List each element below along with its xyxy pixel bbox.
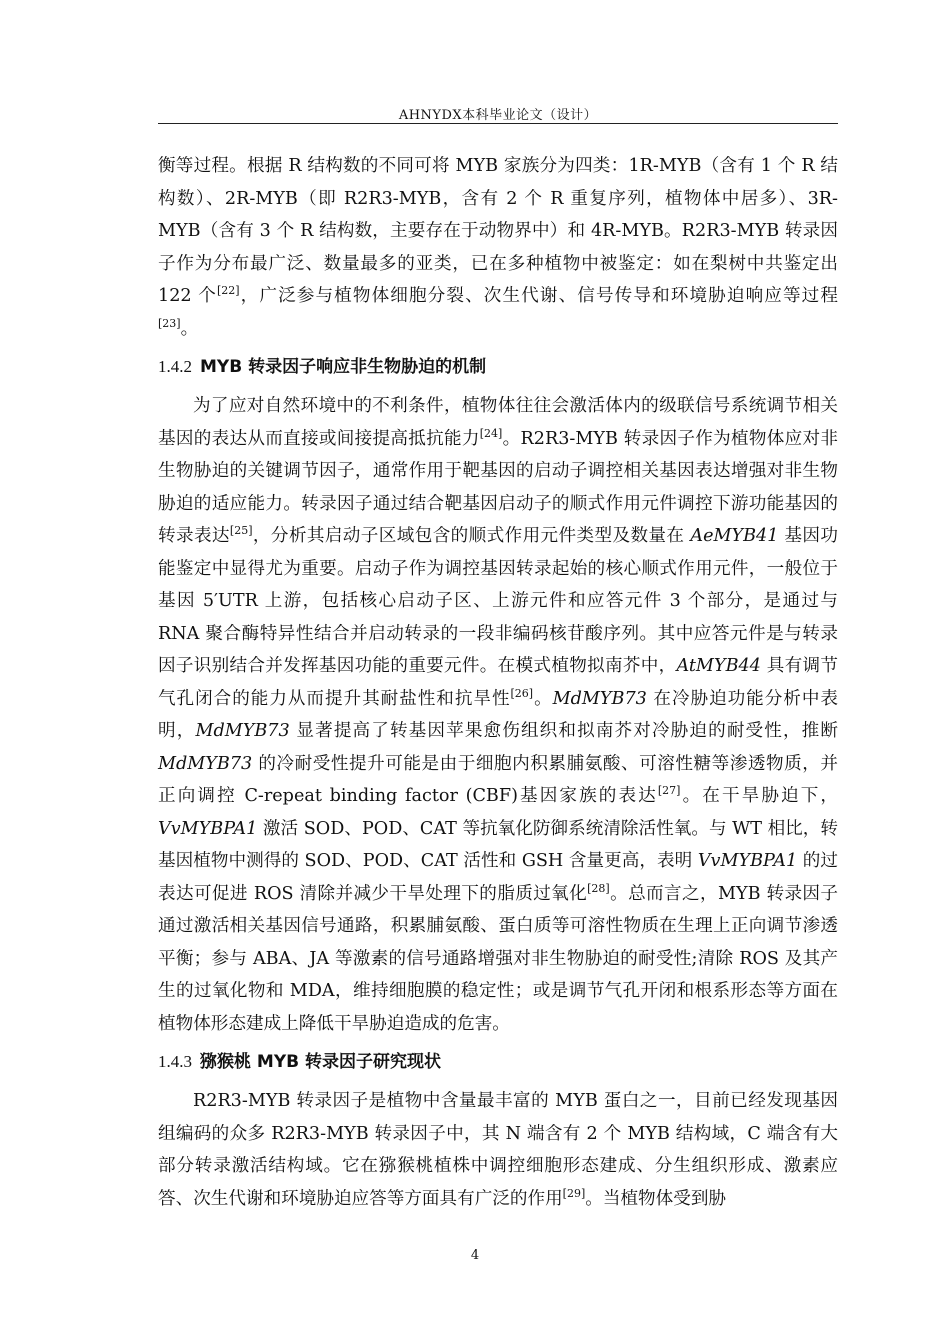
gene-name: AtMYB44 <box>676 656 761 676</box>
gene-name: VvMYBPA1 <box>697 851 798 871</box>
text: 的过表达可促进 ROS 清除并减少干旱处理下的脂质过氧化 <box>158 851 839 904</box>
paragraph-3 <box>158 1085 838 1215</box>
citation: [26] <box>510 686 534 700</box>
gene-name: MdMYB73 <box>552 688 647 709</box>
citation: [24] <box>479 426 503 440</box>
text: 。当植物体受到胁 <box>585 1188 727 1209</box>
citation: [28] <box>587 881 610 895</box>
page-body <box>158 150 838 1215</box>
header-rule <box>158 123 838 124</box>
section-heading-1-4-3 <box>158 1040 838 1085</box>
text: 具有调节气孔闭合的能力从而提升其耐盐性和抗旱性 <box>158 656 838 709</box>
paragraph-1 <box>158 150 838 345</box>
text: 激活 SOD、POD、CAT 等抗氧化防御系统清除活性氧。与 WT 相比，转基因植物中测得的 SOD、POD、CAT 活性和 GSH 含量更高，表明 <box>158 818 838 871</box>
running-header: AHNYDX本科毕业论文（设计） <box>398 108 598 123</box>
section-number: 1.4.3 <box>158 1052 192 1071</box>
page-number: 4 <box>470 1248 480 1263</box>
paragraph-2 <box>158 390 838 1040</box>
text: 在冷胁迫功能分析中表明， <box>158 688 838 741</box>
text: 基因功能鉴定中显得尤为重要。启动子作为调控基因转录起始的核心顺式作用元件，一般位于基因 5′UTR 上游，包括核心启动子区、上游元件和应答元件 3 个部分，是通过与 RNA 聚合酶特异性结合并启动转录的一段非编码核苷酸序列。其中应答元件是与转录因子识别结合并发挥基因功能的重要元件。在模式植物拟南芥中， <box>158 526 838 676</box>
text: ，分析其启动子区域包含的顺式作用元件类型及数量在 <box>252 526 691 546</box>
text: 的冷耐受性提升可能是由于细胞内积累脯氨酸、可溶性糖等渗透物质，并正向调控 C-repeat binding factor (CBF)基因家族的表达 <box>158 753 838 806</box>
text: ，广泛参与植物体细胞分裂、次生代谢、信号传导和环境胁迫响应等过程 <box>239 286 838 306</box>
citation: [23] <box>158 316 181 330</box>
section-title: 猕猴桃 MYB 转录因子研究现状 <box>200 1052 442 1072</box>
text: 。R2R3-MYB 转录因子作为植物体应对非生物胁迫的关键调节因子，通常作用于靶基因的启动子调控相关基因表达增强对非生物胁迫的适应能力。转录因子通过结合靶基因启动子的顺式作用元件调控下游功能基因的转录表达 <box>158 428 838 546</box>
citation: [27] <box>657 784 681 798</box>
text: R2R3-MYB 转录因子是植物中含量最丰富的 MYB 蛋白之一，目前已经发现基因组编码的众多 R2R3-MYB 转录因子中，其 N 端含有 2 个 MYB 结构域，C 端含有大部分转录激活结构域。它在猕猴桃植株中调控细胞形态建成、分生组织形成、激素应答、次生代谢和环境胁迫应答等方面具有广泛的作用 <box>158 1091 838 1209</box>
section-heading-1-4-2 <box>158 345 838 390</box>
citation: [25] <box>229 524 253 538</box>
gene-name: VvMYBPA1 <box>158 818 258 839</box>
gene-name: MdMYB73 <box>195 721 290 741</box>
text: 。 <box>533 688 553 709</box>
text: 为了应对自然环境中的不利条件，植物体往往会激活体内的级联信号系统调节相关基因的表达从而直接或间接提高抵抗能力 <box>158 396 838 449</box>
text: 。 <box>180 318 199 339</box>
text: 。总而言之，MYB 转录因子通过激活相关基因信号通路，积累脯氨酸、蛋白质等可溶性物质在生理上正向调节渗透平衡；参与 ABA、JA 等激素的信号通路增强对非生物胁迫的耐受性;清除 ROS 及其产生的过氧化物和 MDA，维持细胞膜的稳定性；或是调节气孔开闭和根系形态等方面在植物体形态建成上降低干旱胁迫造成的危害。 <box>158 883 838 1034</box>
text: 显著提高了转基因苹果愈伤组织和拟南芥对冷胁迫的耐受性，推断 <box>289 721 838 741</box>
gene-name: MdMYB73 <box>158 753 253 774</box>
text: 。在干旱胁迫下， <box>680 786 838 806</box>
section-number: 1.4.2 <box>158 357 192 376</box>
citation: [22] <box>216 284 240 298</box>
section-title: MYB 转录因子响应非生物胁迫的机制 <box>200 357 487 377</box>
text: 衡等过程。根据 R 结构数的不同可将 MYB 家族分为四类：1R-MYB（含有 1 个 R 结构数）、2R-MYB（即 R2R3-MYB，含有 2 个 R 重复序列，植物体中居多）、3R-MYB（含有 3 个 R 结构数，主要存在于动物界中）和 4R-MYB。R2R3-MYB 转录因子作为分布最广泛、数量最多的亚类，已在多种植物中被鉴定：如在梨树中共鉴定出 122 个 <box>158 156 838 306</box>
citation: [29] <box>562 1186 586 1200</box>
gene-name: AeMYB41 <box>690 526 779 546</box>
